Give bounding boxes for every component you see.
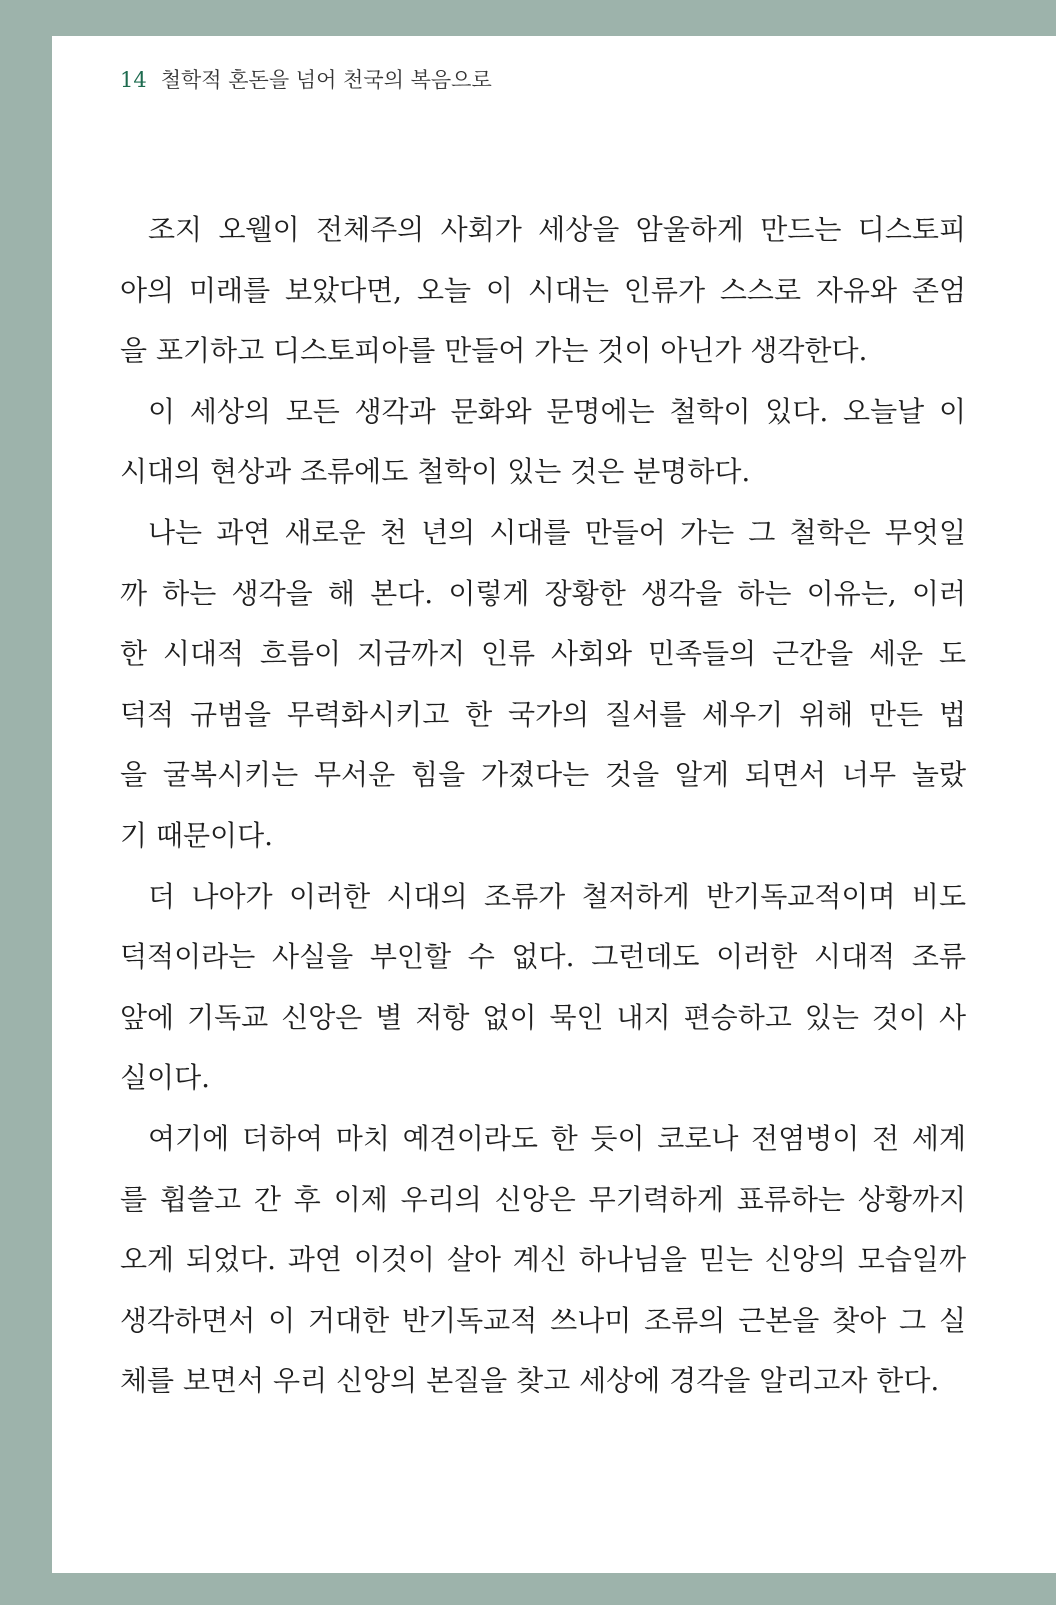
text-line: 이 세상의 모든 생각과 문화와 문명에는 철학이 있다. 오늘날 이 bbox=[148, 394, 966, 428]
text-line: 실이다. bbox=[120, 1061, 211, 1095]
text-line: 기 때문이다. bbox=[120, 818, 274, 852]
text-line: 한 시대적 흐름이 지금까지 인류 사회와 민족들의 근간을 세운 도 bbox=[120, 637, 966, 671]
text-line: 여기에 더하여 마치 예견이라도 한 듯이 코로나 전염병이 전 세계 bbox=[148, 1121, 966, 1155]
text-line: 까 하는 생각을 해 본다. 이렇게 장황한 생각을 하는 이유는, 이러 bbox=[120, 576, 966, 610]
running-title: 철학적 혼돈을 넘어 천국의 복음으로 bbox=[160, 68, 492, 92]
running-header bbox=[120, 66, 492, 94]
text-line: 시대의 현상과 조류에도 철학이 있는 것은 분명하다. bbox=[120, 455, 751, 489]
body-text bbox=[120, 200, 966, 1412]
text-line: 오게 되었다. 과연 이것이 살아 계신 하나님을 믿는 신앙의 모습일까 bbox=[120, 1243, 966, 1277]
text-line: 체를 보면서 우리 신앙의 본질을 찾고 세상에 경각을 알리고자 한다. bbox=[120, 1364, 940, 1398]
page-number: 14 bbox=[120, 68, 147, 92]
book-page bbox=[52, 36, 1056, 1573]
text-line: 을 굴복시키는 무서운 힘을 가졌다는 것을 알게 되면서 너무 놀랐 bbox=[120, 758, 966, 792]
text-line: 조지 오웰이 전체주의 사회가 세상을 암울하게 만드는 디스토피 bbox=[148, 213, 966, 246]
text-line: 아의 미래를 보았다면, 오늘 이 시대는 인류가 스스로 자유와 존엄 bbox=[120, 273, 966, 307]
text-line: 덕적 규범을 무력화시키고 한 국가의 질서를 세우기 위해 만든 법 bbox=[120, 697, 966, 731]
text-line: 더 나아가 이러한 시대의 조류가 철저하게 반기독교적이며 비도 bbox=[148, 879, 966, 913]
text-line: 앞에 기독교 신앙은 별 저항 없이 묵인 내지 편승하고 있는 것이 사 bbox=[120, 1000, 966, 1034]
text-line: 덕적이라는 사실을 부인할 수 없다. 그런데도 이러한 시대적 조류 bbox=[120, 940, 966, 974]
text-line: 생각하면서 이 거대한 반기독교적 쓰나미 조류의 근본을 찾아 그 실 bbox=[120, 1303, 966, 1337]
text-line: 을 포기하고 디스토피아를 만들어 가는 것이 아닌가 생각한다. bbox=[120, 334, 868, 368]
text-line: 나는 과연 새로운 천 년의 시대를 만들어 가는 그 철학은 무엇일 bbox=[148, 515, 966, 549]
text-line: 를 휩쓸고 간 후 이제 우리의 신앙은 무기력하게 표류하는 상황까지 bbox=[120, 1182, 966, 1216]
